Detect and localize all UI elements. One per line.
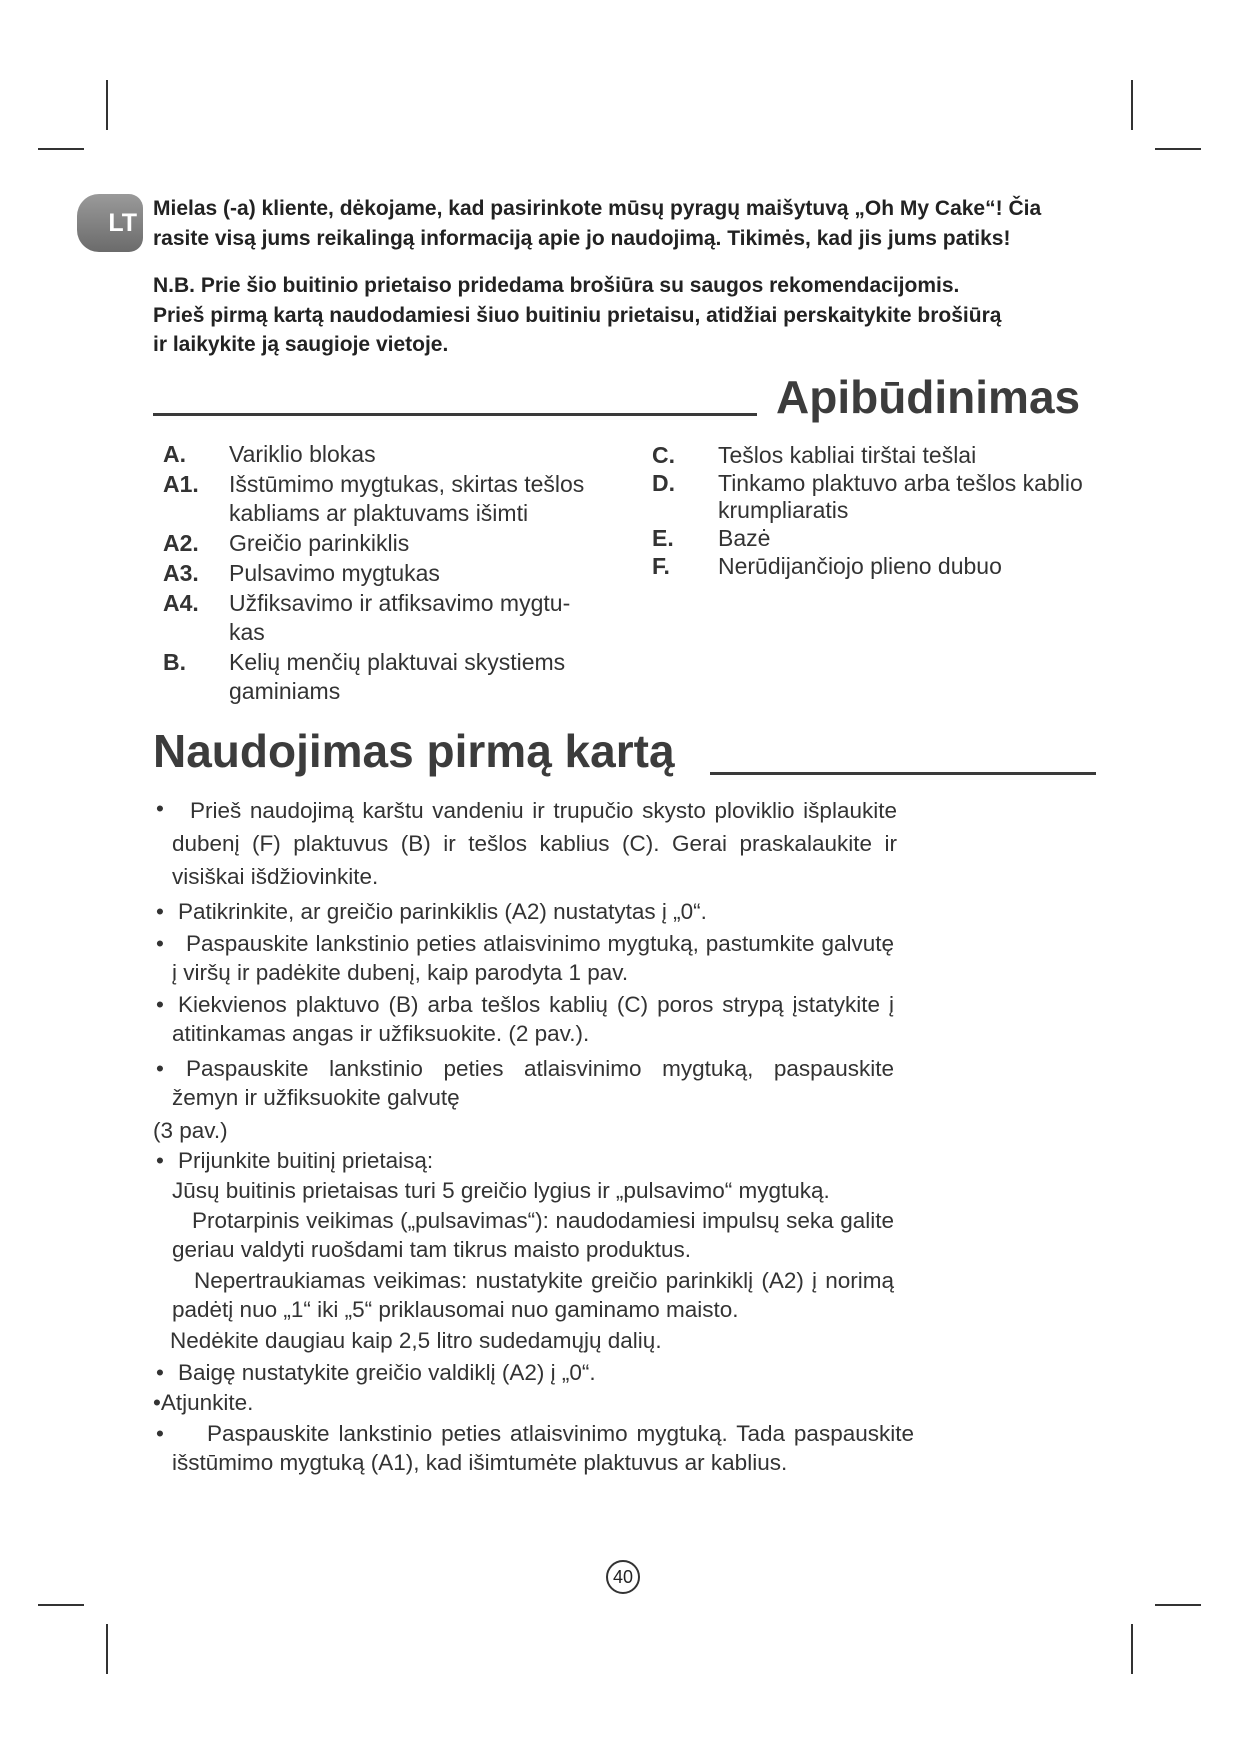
part-key: A4. [163,590,199,616]
bullet-dot: • [156,796,164,821]
part-key: A2. [163,530,199,556]
part-label: Bazė [718,525,771,551]
bullet-dot: • [156,931,164,956]
bullet-dot: • [156,1148,164,1173]
instruction-item: •Atjunkite. [153,1390,254,1415]
instruction-item: Baigę nustatykite greičio valdiklį (A2) į „0“. [178,1360,596,1385]
instruction-item: Paspauskite lankstinio peties atlaisvinimo mygtuką. Tada paspauskite išstūmimo mygtuką (A1), kad išimtumėte plaktuvus ar kablius. [172,1421,914,1475]
section-title-description: Apibūdinimas [776,371,1081,423]
part-label: Užfiksavimo ir atfiksavimo mygtu-kas [229,590,571,645]
language-badge: LT [77,194,143,252]
instruction-item: Kiekvienos plaktuvo (B) arba tešlos kablių (C) poros strypą įstatykite į atitinkamas angas ir užfiksuokite. (2 pav.). [172,992,894,1046]
bullet-dot: • [156,992,164,1017]
part-key: F. [652,553,670,579]
bullet-dot: • [156,1360,164,1385]
part-label: Greičio parinkiklis [229,530,410,556]
part-key: E. [652,525,674,551]
part-label: Išstūmimo mygtukas, skirtas tešlos kabliams ar plaktuvams išimti [229,471,585,526]
instruction-item: Prijunkite buitinį prietaisą: [178,1148,434,1173]
instruction-item: Patikrinkite, ar greičio parinkiklis (A2) nustatytas į „0“. [178,899,707,924]
safety-note-line: Prieš pirmą kartą naudodamiesi šiuo buitiniu prietaisu, atidžiai perskaitykite brošiūrą [153,303,1002,327]
part-key: B. [163,649,186,675]
part-key: C. [652,442,675,468]
part-key: A1. [163,471,199,497]
instruction-item: Paspauskite lankstinio peties atlaisvinimo mygtuką, paspauskite žemyn ir užfiksuokite galvutę [172,1056,894,1110]
instruction-detail: Nedėkite daugiau kaip 2,5 litro sudedamųjų dalių. [170,1328,662,1353]
part-label: Tešlos kabliai tirštai tešlai [718,442,977,468]
section-title-first-use: Naudojimas pirmą kartą [153,725,675,777]
instruction-detail: Nepertraukiamas veikimas: nustatykite greičio parinkiklį (A2) į norimą padėtį nuo „1“ iki „5“ priklausomai nuo gaminamo maisto. [172,1268,894,1322]
instruction-item: Paspauskite lankstinio peties atlaisvinimo mygtuką, pastumkite galvutę į viršų ir padėkite dubenį, kaip parodyta 1 pav. [172,931,894,985]
safety-note-line: N.B. Prie šio buitinio prietaiso pridedama brošiūra su saugos rekomendacijomis. [153,274,960,297]
part-label: Tinkamo plaktuvo arba tešlos kablio krumpliaratis [718,470,1083,523]
part-key: A3. [163,560,199,586]
instruction-detail: Jūsų buitinis prietaisas turi 5 greičio lygius ir „pulsavimo“ mygtuką. [172,1178,830,1203]
part-key: D. [652,470,675,496]
bullet-dot: • [156,899,164,924]
part-label: Nerūdijančiojo plieno dubuo [718,553,1002,579]
part-key: A. [163,441,186,467]
figure-reference: (3 pav.) [153,1118,228,1143]
intro-text: Mielas (-a) kliente, dėkojame, kad pasirinkote mūsų pyragų maišytuvą „Oh My Cake“! Čia rasite visą jums reikalingą informaciją apie jo naudojimą. Tikimės, kad jis jums patiks! [153,197,1042,250]
part-label: Pulsavimo mygtukas [229,560,440,586]
bullet-dot: • [156,1056,164,1081]
page-number: 40 [606,1560,640,1594]
bullet-dot: • [156,1421,164,1446]
instruction-item: Prieš naudojimą karštu vandeniu ir trupučio skysto ploviklio išplaukite dubenį (F) plaktuvus (B) ir tešlos kablius (C). Gerai praskalaukite ir visiškai išdžiovinkite. [172,798,897,889]
instruction-detail: Protarpinis veikimas („pulsavimas“): naudodamiesi impulsų seka galite geriau valdyti ruošdami tam tikrus maisto produktus. [172,1208,894,1262]
safety-note-line: ir laikykite ją saugioje vietoje. [153,333,449,356]
part-label: Variklio blokas [229,441,376,467]
part-label: Kelių menčių plaktuvai skystiems gaminiams [229,649,566,704]
